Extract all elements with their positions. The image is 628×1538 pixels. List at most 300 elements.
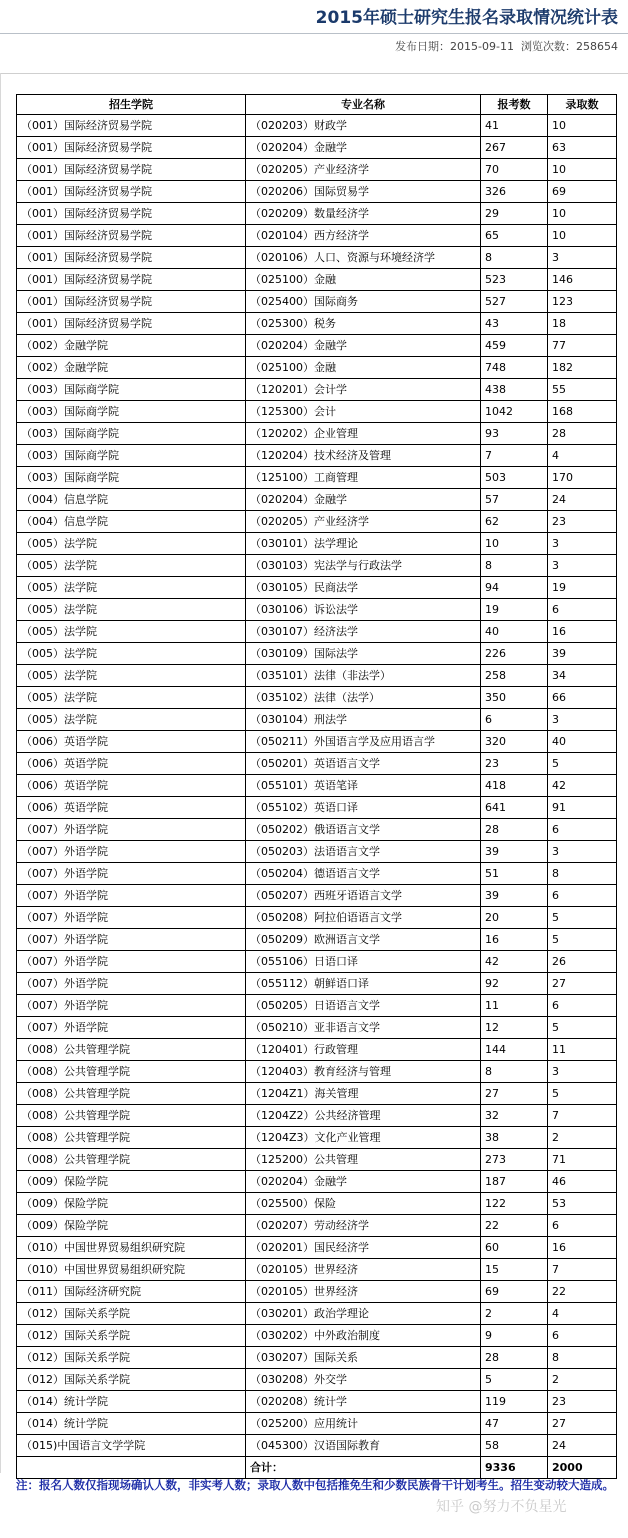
- table-row: [17, 643, 617, 665]
- cell-college: （007）外语学院: [17, 995, 246, 1017]
- content-frame-left: [0, 73, 1, 1473]
- cell-college: （007）外语学院: [17, 841, 246, 863]
- cell-major: （020201）国民经济学: [246, 1237, 481, 1259]
- cell-college: （003）国际商学院: [17, 379, 246, 401]
- table-row: [17, 1149, 617, 1171]
- table-row: [17, 1039, 617, 1061]
- cell-major: （120201）会计学: [246, 379, 481, 401]
- cell-applicants: 22: [481, 1215, 548, 1237]
- cell-admitted: 3: [548, 247, 617, 269]
- table-row: [17, 1083, 617, 1105]
- cell-admitted: 8: [548, 863, 617, 885]
- table-row: [17, 1369, 617, 1391]
- table-row: [17, 753, 617, 775]
- table-row: [17, 863, 617, 885]
- total-label: 合计：: [246, 1457, 481, 1479]
- cell-college: （001）国际经济贸易学院: [17, 291, 246, 313]
- cell-college: （005）法学院: [17, 643, 246, 665]
- cell-admitted: 3: [548, 555, 617, 577]
- cell-college: （007）外语学院: [17, 929, 246, 951]
- cell-applicants: 2: [481, 1303, 548, 1325]
- cell-admitted: 6: [548, 1325, 617, 1347]
- header-major: 专业名称: [246, 95, 481, 115]
- cell-admitted: 63: [548, 137, 617, 159]
- cell-college: （010）中国世界贸易组织研究院: [17, 1237, 246, 1259]
- table-row: [17, 357, 617, 379]
- cell-applicants: 43: [481, 313, 548, 335]
- table-row: [17, 1017, 617, 1039]
- cell-applicants: 40: [481, 621, 548, 643]
- cell-major: （030105）民商法学: [246, 577, 481, 599]
- table-row: [17, 225, 617, 247]
- table-row: [17, 159, 617, 181]
- cell-major: （030106）诉讼法学: [246, 599, 481, 621]
- watermark: 知乎 @努力不负星光: [432, 1498, 570, 1516]
- cell-college: （005）法学院: [17, 665, 246, 687]
- cell-major: （030207）国际关系: [246, 1347, 481, 1369]
- cell-admitted: 39: [548, 643, 617, 665]
- cell-college: （008）公共管理学院: [17, 1039, 246, 1061]
- cell-major: （050203）法语语言文学: [246, 841, 481, 863]
- cell-college: （006）英语学院: [17, 731, 246, 753]
- cell-major: （050211）外国语言学及应用语言学: [246, 731, 481, 753]
- cell-college: （004）信息学院: [17, 511, 246, 533]
- cell-admitted: 18: [548, 313, 617, 335]
- cell-applicants: 28: [481, 1347, 548, 1369]
- cell-major: （020205）产业经济学: [246, 159, 481, 181]
- cell-major: （1204Z3）文化产业管理: [246, 1127, 481, 1149]
- cell-admitted: 170: [548, 467, 617, 489]
- cell-college: （001）国际经济贸易学院: [17, 159, 246, 181]
- table-header-row: [17, 95, 617, 115]
- cell-applicants: 38: [481, 1127, 548, 1149]
- cell-college: （009）保险学院: [17, 1193, 246, 1215]
- cell-major: （020204）金融学: [246, 137, 481, 159]
- cell-major: （025100）金融: [246, 357, 481, 379]
- table-row: [17, 731, 617, 753]
- table-row: [17, 423, 617, 445]
- cell-college: （009）保险学院: [17, 1171, 246, 1193]
- cell-major: （020105）世界经济: [246, 1259, 481, 1281]
- cell-college: （003）国际商学院: [17, 401, 246, 423]
- cell-college: （012）国际关系学院: [17, 1347, 246, 1369]
- content-frame-top: [0, 73, 628, 74]
- cell-applicants: 258: [481, 665, 548, 687]
- table-row: [17, 885, 617, 907]
- cell-major: （025300）税务: [246, 313, 481, 335]
- cell-college: （006）英语学院: [17, 797, 246, 819]
- cell-college: （005）法学院: [17, 555, 246, 577]
- cell-admitted: 10: [548, 203, 617, 225]
- cell-applicants: 70: [481, 159, 548, 181]
- table-row: [17, 1193, 617, 1215]
- cell-admitted: 3: [548, 709, 617, 731]
- table-row: [17, 1303, 617, 1325]
- cell-major: （120401）行政管理: [246, 1039, 481, 1061]
- cell-admitted: 42: [548, 775, 617, 797]
- table-row: [17, 269, 617, 291]
- cell-major: （030104）刑法学: [246, 709, 481, 731]
- cell-college: （015)中国语言文学学院: [17, 1435, 246, 1457]
- cell-major: （020206）国际贸易学: [246, 181, 481, 203]
- table-row: [17, 1237, 617, 1259]
- cell-major: （020205）产业经济学: [246, 511, 481, 533]
- cell-major: （025400）国际商务: [246, 291, 481, 313]
- cell-applicants: 20: [481, 907, 548, 929]
- cell-admitted: 6: [548, 995, 617, 1017]
- cell-admitted: 28: [548, 423, 617, 445]
- table-row: [17, 1413, 617, 1435]
- table-row: [17, 599, 617, 621]
- table-row: [17, 1127, 617, 1149]
- cell-admitted: 2: [548, 1127, 617, 1149]
- cell-major: （050210）亚非语言文学: [246, 1017, 481, 1039]
- cell-college: （005）法学院: [17, 621, 246, 643]
- cell-major: （020105）世界经济: [246, 1281, 481, 1303]
- cell-applicants: 226: [481, 643, 548, 665]
- cell-major: （125300）会计: [246, 401, 481, 423]
- cell-college: （001）国际经济贸易学院: [17, 225, 246, 247]
- cell-college: （005）法学院: [17, 687, 246, 709]
- table-row: [17, 797, 617, 819]
- cell-applicants: 51: [481, 863, 548, 885]
- cell-admitted: 10: [548, 159, 617, 181]
- cell-college: （004）信息学院: [17, 489, 246, 511]
- cell-admitted: 123: [548, 291, 617, 313]
- cell-major: （020203）财政学: [246, 115, 481, 137]
- cell-applicants: 122: [481, 1193, 548, 1215]
- cell-applicants: 15: [481, 1259, 548, 1281]
- cell-applicants: 69: [481, 1281, 548, 1303]
- cell-college: （007）外语学院: [17, 819, 246, 841]
- cell-admitted: 77: [548, 335, 617, 357]
- cell-applicants: 42: [481, 951, 548, 973]
- cell-applicants: 27: [481, 1083, 548, 1105]
- cell-admitted: 24: [548, 489, 617, 511]
- cell-applicants: 641: [481, 797, 548, 819]
- cell-applicants: 32: [481, 1105, 548, 1127]
- cell-applicants: 320: [481, 731, 548, 753]
- cell-applicants: 23: [481, 753, 548, 775]
- cell-applicants: 92: [481, 973, 548, 995]
- title-divider: [0, 33, 628, 34]
- cell-major: （030103）宪法学与行政法学: [246, 555, 481, 577]
- cell-college: （011）国际经济研究院: [17, 1281, 246, 1303]
- table-row: [17, 379, 617, 401]
- cell-applicants: 119: [481, 1391, 548, 1413]
- cell-applicants: 144: [481, 1039, 548, 1061]
- cell-applicants: 16: [481, 929, 548, 951]
- table-row: [17, 445, 617, 467]
- cell-applicants: 503: [481, 467, 548, 489]
- cell-major: （055102）英语口译: [246, 797, 481, 819]
- cell-applicants: 47: [481, 1413, 548, 1435]
- cell-college: （002）金融学院: [17, 335, 246, 357]
- cell-major: （055101）英语笔译: [246, 775, 481, 797]
- cell-admitted: 46: [548, 1171, 617, 1193]
- cell-major: （020204）金融学: [246, 1171, 481, 1193]
- cell-applicants: 1042: [481, 401, 548, 423]
- cell-major: （050204）德语语言文学: [246, 863, 481, 885]
- cell-admitted: 34: [548, 665, 617, 687]
- cell-major: （050201）英语语言文学: [246, 753, 481, 775]
- cell-applicants: 459: [481, 335, 548, 357]
- cell-major: （030109）国际法学: [246, 643, 481, 665]
- cell-major: （030208）外交学: [246, 1369, 481, 1391]
- table-row: [17, 1347, 617, 1369]
- table-row: [17, 577, 617, 599]
- cell-admitted: 5: [548, 929, 617, 951]
- cell-admitted: 16: [548, 1237, 617, 1259]
- cell-admitted: 8: [548, 1347, 617, 1369]
- cell-college: （007）外语学院: [17, 863, 246, 885]
- table-row: [17, 1259, 617, 1281]
- cell-applicants: 57: [481, 489, 548, 511]
- cell-admitted: 16: [548, 621, 617, 643]
- table-row: [17, 1435, 617, 1457]
- cell-admitted: 26: [548, 951, 617, 973]
- cell-admitted: 23: [548, 1391, 617, 1413]
- cell-major: （020208）统计学: [246, 1391, 481, 1413]
- cell-major: （020106）人口、资源与环境经济学: [246, 247, 481, 269]
- cell-admitted: 5: [548, 1083, 617, 1105]
- cell-admitted: 6: [548, 599, 617, 621]
- table-row: [17, 291, 617, 313]
- table-row: [17, 687, 617, 709]
- cell-college: （002）金融学院: [17, 357, 246, 379]
- cell-applicants: 29: [481, 203, 548, 225]
- table-row: [17, 841, 617, 863]
- table-row: [17, 137, 617, 159]
- cell-major: （050209）欧洲语言文学: [246, 929, 481, 951]
- cell-college: （003）国际商学院: [17, 445, 246, 467]
- cell-major: （025200）应用统计: [246, 1413, 481, 1435]
- cell-college: （008）公共管理学院: [17, 1083, 246, 1105]
- cell-major: （035101）法律（非法学）: [246, 665, 481, 687]
- cell-admitted: 3: [548, 533, 617, 555]
- cell-admitted: 4: [548, 445, 617, 467]
- cell-major: （045300）汉语国际教育: [246, 1435, 481, 1457]
- cell-college: （005）法学院: [17, 533, 246, 555]
- cell-major: （020207）劳动经济学: [246, 1215, 481, 1237]
- cell-admitted: 91: [548, 797, 617, 819]
- cell-admitted: 40: [548, 731, 617, 753]
- cell-major: （120202）企业管理: [246, 423, 481, 445]
- cell-applicants: 527: [481, 291, 548, 313]
- table-row: [17, 1215, 617, 1237]
- cell-applicants: 7: [481, 445, 548, 467]
- header-college: 招生学院: [17, 95, 246, 115]
- cell-applicants: 12: [481, 1017, 548, 1039]
- cell-college: （012）国际关系学院: [17, 1369, 246, 1391]
- table-row: [17, 775, 617, 797]
- cell-applicants: 94: [481, 577, 548, 599]
- table-row: [17, 1105, 617, 1127]
- cell-major: （030202）中外政治制度: [246, 1325, 481, 1347]
- cell-college: （006）英语学院: [17, 753, 246, 775]
- cell-admitted: 10: [548, 225, 617, 247]
- cell-applicants: 187: [481, 1171, 548, 1193]
- cell-major: （050208）阿拉伯语语言文学: [246, 907, 481, 929]
- cell-admitted: 146: [548, 269, 617, 291]
- cell-admitted: 3: [548, 841, 617, 863]
- cell-major: （025500）保险: [246, 1193, 481, 1215]
- cell-college: （003）国际商学院: [17, 423, 246, 445]
- cell-major: （055106）日语口译: [246, 951, 481, 973]
- table-row: [17, 621, 617, 643]
- cell-major: （025100）金融: [246, 269, 481, 291]
- table-row: [17, 247, 617, 269]
- table-row: [17, 1171, 617, 1193]
- cell-admitted: 27: [548, 1413, 617, 1435]
- cell-college: （003）国际商学院: [17, 467, 246, 489]
- cell-major: （050202）俄语语言文学: [246, 819, 481, 841]
- cell-applicants: 28: [481, 819, 548, 841]
- cell-admitted: 24: [548, 1435, 617, 1457]
- cell-major: （020104）西方经济学: [246, 225, 481, 247]
- page-title: 2015年硕士研究生报名录取情况统计表: [315, 8, 618, 28]
- cell-admitted: 23: [548, 511, 617, 533]
- view-count: 浏览次数：258654: [521, 40, 618, 53]
- cell-major: （1204Z2）公共经济管理: [246, 1105, 481, 1127]
- cell-college: （001）国际经济贸易学院: [17, 115, 246, 137]
- table-row: [17, 401, 617, 423]
- cell-admitted: 27: [548, 973, 617, 995]
- publish-date: 发布日期：2015-09-11: [395, 40, 514, 53]
- cell-major: （1204Z1）海关管理: [246, 1083, 481, 1105]
- cell-applicants: 438: [481, 379, 548, 401]
- cell-college: （007）外语学院: [17, 907, 246, 929]
- cell-major: （120403）教育经济与管理: [246, 1061, 481, 1083]
- table-row: [17, 709, 617, 731]
- cell-applicants: 65: [481, 225, 548, 247]
- cell-admitted: 5: [548, 1017, 617, 1039]
- cell-applicants: 273: [481, 1149, 548, 1171]
- cell-applicants: 350: [481, 687, 548, 709]
- cell-college: （001）国际经济贸易学院: [17, 181, 246, 203]
- table-row: [17, 819, 617, 841]
- cell-admitted: 66: [548, 687, 617, 709]
- cell-major: （030201）政治学理论: [246, 1303, 481, 1325]
- table-row: [17, 1325, 617, 1347]
- cell-major: （030101）法学理论: [246, 533, 481, 555]
- cell-admitted: 168: [548, 401, 617, 423]
- cell-college: （001）国际经济贸易学院: [17, 203, 246, 225]
- cell-applicants: 326: [481, 181, 548, 203]
- cell-major: （050205）日语语言文学: [246, 995, 481, 1017]
- cell-admitted: 3: [548, 1061, 617, 1083]
- cell-applicants: 39: [481, 841, 548, 863]
- cell-major: （035102）法律（法学）: [246, 687, 481, 709]
- table-row: [17, 489, 617, 511]
- cell-admitted: 69: [548, 181, 617, 203]
- table-row: [17, 115, 617, 137]
- table-row: [17, 973, 617, 995]
- cell-college: （005）法学院: [17, 599, 246, 621]
- table-row: [17, 665, 617, 687]
- cell-admitted: 4: [548, 1303, 617, 1325]
- table-row: [17, 203, 617, 225]
- cell-admitted: 6: [548, 1215, 617, 1237]
- cell-college: （009）保险学院: [17, 1215, 246, 1237]
- cell-applicants: 9: [481, 1325, 548, 1347]
- cell-applicants: 10: [481, 533, 548, 555]
- cell-college: （005）法学院: [17, 709, 246, 731]
- cell-applicants: 60: [481, 1237, 548, 1259]
- table-row: [17, 335, 617, 357]
- cell-college: （014）统计学院: [17, 1391, 246, 1413]
- table-row: [17, 181, 617, 203]
- cell-admitted: 7: [548, 1259, 617, 1281]
- cell-college: （007）外语学院: [17, 885, 246, 907]
- table-row: [17, 951, 617, 973]
- total-empty-cell: [17, 1457, 246, 1479]
- table-row: [17, 511, 617, 533]
- admission-statistics-table: [16, 94, 617, 1479]
- total-admitted: 2000: [548, 1457, 617, 1479]
- table-row: [17, 1061, 617, 1083]
- cell-admitted: 5: [548, 907, 617, 929]
- cell-major: （020204）金融学: [246, 335, 481, 357]
- cell-admitted: 11: [548, 1039, 617, 1061]
- cell-major: （055112）朝鲜语口译: [246, 973, 481, 995]
- cell-major: （125100）工商管理: [246, 467, 481, 489]
- cell-applicants: 523: [481, 269, 548, 291]
- cell-major: （125200）公共管理: [246, 1149, 481, 1171]
- cell-admitted: 2: [548, 1369, 617, 1391]
- cell-admitted: 7: [548, 1105, 617, 1127]
- table-total-row: [17, 1457, 617, 1479]
- cell-college: （012）国际关系学院: [17, 1325, 246, 1347]
- cell-applicants: 39: [481, 885, 548, 907]
- article-meta: [0, 37, 618, 57]
- header-admitted: 录取数: [548, 95, 617, 115]
- table-row: [17, 313, 617, 335]
- cell-major: （030107）经济法学: [246, 621, 481, 643]
- table-row: [17, 555, 617, 577]
- cell-admitted: 5: [548, 753, 617, 775]
- footnote: 注：报名人数仅指现场确认人数，非实考人数；录取人数中包括推免生和少数民族骨干计划考生。招生变动较大造成。: [16, 1478, 614, 1492]
- cell-college: （008）公共管理学院: [17, 1149, 246, 1171]
- cell-admitted: 53: [548, 1193, 617, 1215]
- cell-applicants: 6: [481, 709, 548, 731]
- cell-admitted: 10: [548, 115, 617, 137]
- cell-college: （006）英语学院: [17, 775, 246, 797]
- cell-applicants: 8: [481, 1061, 548, 1083]
- cell-admitted: 6: [548, 819, 617, 841]
- table-row: [17, 467, 617, 489]
- table-row: [17, 995, 617, 1017]
- cell-major: （050207）西班牙语语言文学: [246, 885, 481, 907]
- cell-major: （120204）技术经济及管理: [246, 445, 481, 467]
- cell-applicants: 8: [481, 555, 548, 577]
- cell-applicants: 267: [481, 137, 548, 159]
- cell-admitted: 182: [548, 357, 617, 379]
- table-row: [17, 533, 617, 555]
- cell-major: （020209）数量经济学: [246, 203, 481, 225]
- cell-admitted: 71: [548, 1149, 617, 1171]
- cell-applicants: 19: [481, 599, 548, 621]
- table-row: [17, 1281, 617, 1303]
- cell-college: （014）统计学院: [17, 1413, 246, 1435]
- cell-applicants: 58: [481, 1435, 548, 1457]
- cell-admitted: 22: [548, 1281, 617, 1303]
- cell-applicants: 748: [481, 357, 548, 379]
- table-row: [17, 1391, 617, 1413]
- cell-college: （001）国际经济贸易学院: [17, 247, 246, 269]
- cell-college: （001）国际经济贸易学院: [17, 137, 246, 159]
- cell-applicants: 93: [481, 423, 548, 445]
